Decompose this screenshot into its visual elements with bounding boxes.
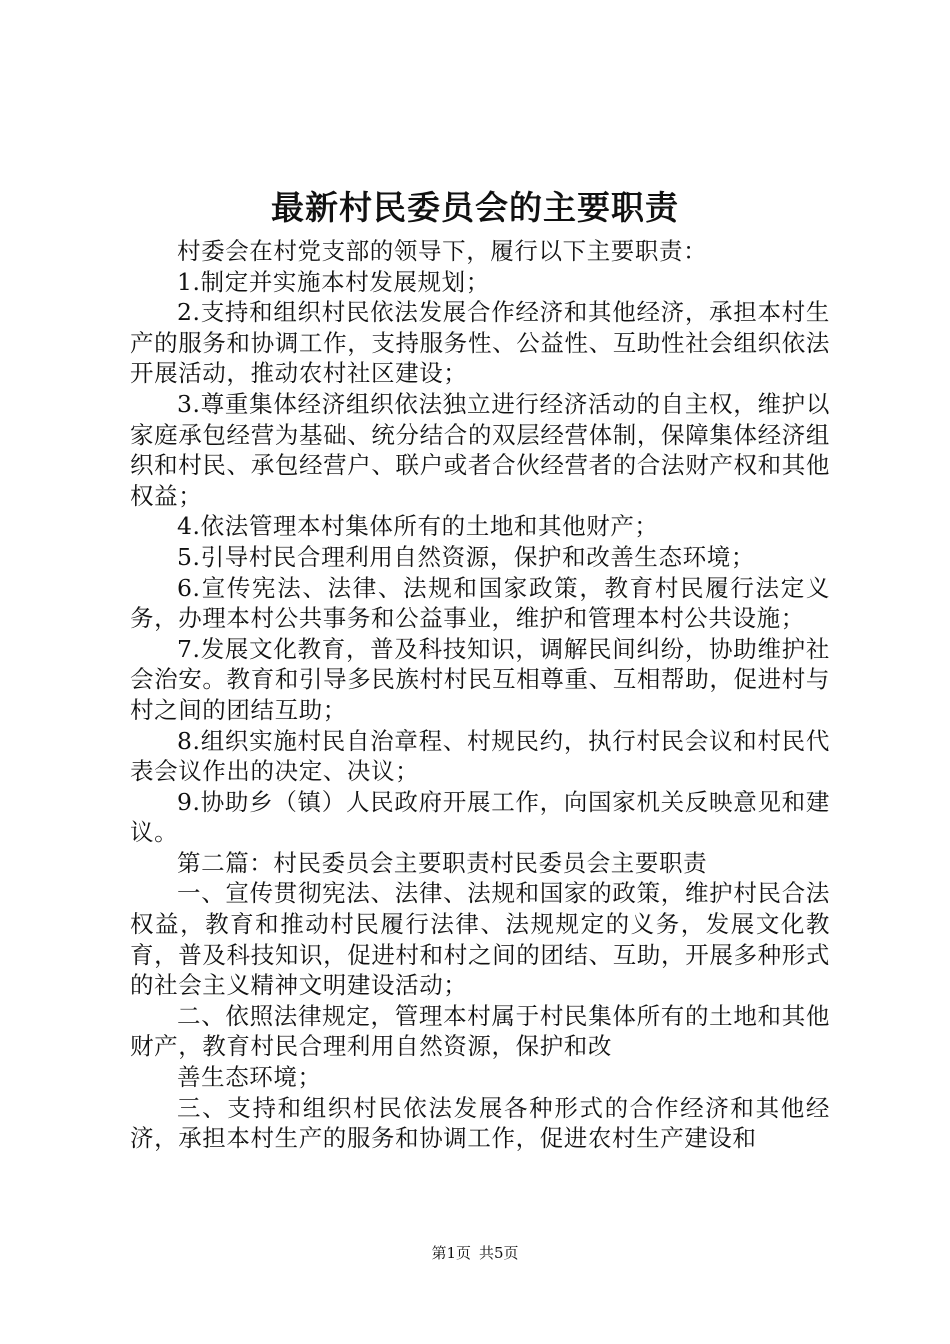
paragraph: 1.制定并实施本村发展规划； bbox=[177, 267, 490, 296]
paragraph: 村委会在村党支部的领导下，履行以下主要职责： bbox=[177, 237, 708, 265]
section-heading: 第二篇：村民委员会主要职责村民委员会主要职责 bbox=[177, 848, 708, 877]
paragraph: 6.宣传宪法、法律、法规和国家政策，教育村民履行法定义务，办理本村公共事务和公益事业，维护和管理本村公共设施； bbox=[130, 573, 830, 633]
paragraph: 9.协助乡（镇）人民政府开展工作，向国家机关反映意见和建议。 bbox=[130, 787, 830, 847]
paragraph: 3.尊重集体经济组织依法独立进行经济活动的自主权，维护以家庭承包经营为基础、统分结合的双层经营体制，保障集体经济组织和村民、承包经营户、联户或者合伙经营者的合法财产权和其他权益； bbox=[130, 389, 830, 510]
paragraph: 善生态环境； bbox=[177, 1063, 322, 1092]
document-body bbox=[130, 236, 830, 1154]
paragraph: 7.发展文化教育，普及科技知识，调解民间纠纷，协助维护社会治安。教育和引导多民族村村民互相尊重、互相帮助，促进村与村之间的团结互助； bbox=[130, 634, 830, 724]
paragraph: 一、宣传贯彻宪法、法律、法规和国家的政策，维护村民合法权益，教育和推动村民履行法律、法规规定的义务，发展文化教育，普及科技知识，促进村和村之间的团结、互助，开展多种形式的社会主义精神文明建设活动； bbox=[130, 879, 830, 1000]
paragraph: 5.引导村民合理利用自然资源，保护和改善生态环境； bbox=[177, 542, 755, 571]
document-title: 最新村民委员会的主要职责 bbox=[271, 188, 679, 227]
paragraph: 二、依照法律规定，管理本村属于村民集体所有的土地和其他财产，教育村民合理利用自然资源，保护和改 bbox=[130, 1001, 830, 1061]
paragraph: 2.支持和组织村民依法发展合作经济和其他经济，承担本村生产的服务和协调工作，支持服务性、公益性、互助性社会组织依法开展活动，推动农村社区建设； bbox=[130, 298, 830, 388]
page-number: 第1页 bbox=[431, 1244, 471, 1262]
paragraph: 8.组织实施村民自治章程、村规民约，执行村民会议和村民代表会议作出的决定、决议； bbox=[130, 726, 830, 786]
page-total: 共5页 bbox=[479, 1244, 519, 1262]
paragraph: 三、支持和组织村民依法发展各种形式的合作经济和其他经济，承担本村生产的服务和协调工作，促进农村生产建设和 bbox=[130, 1093, 830, 1153]
paragraph: 4.依法管理本村集体所有的土地和其他财产； bbox=[177, 512, 659, 541]
page-footer bbox=[0, 1243, 950, 1263]
